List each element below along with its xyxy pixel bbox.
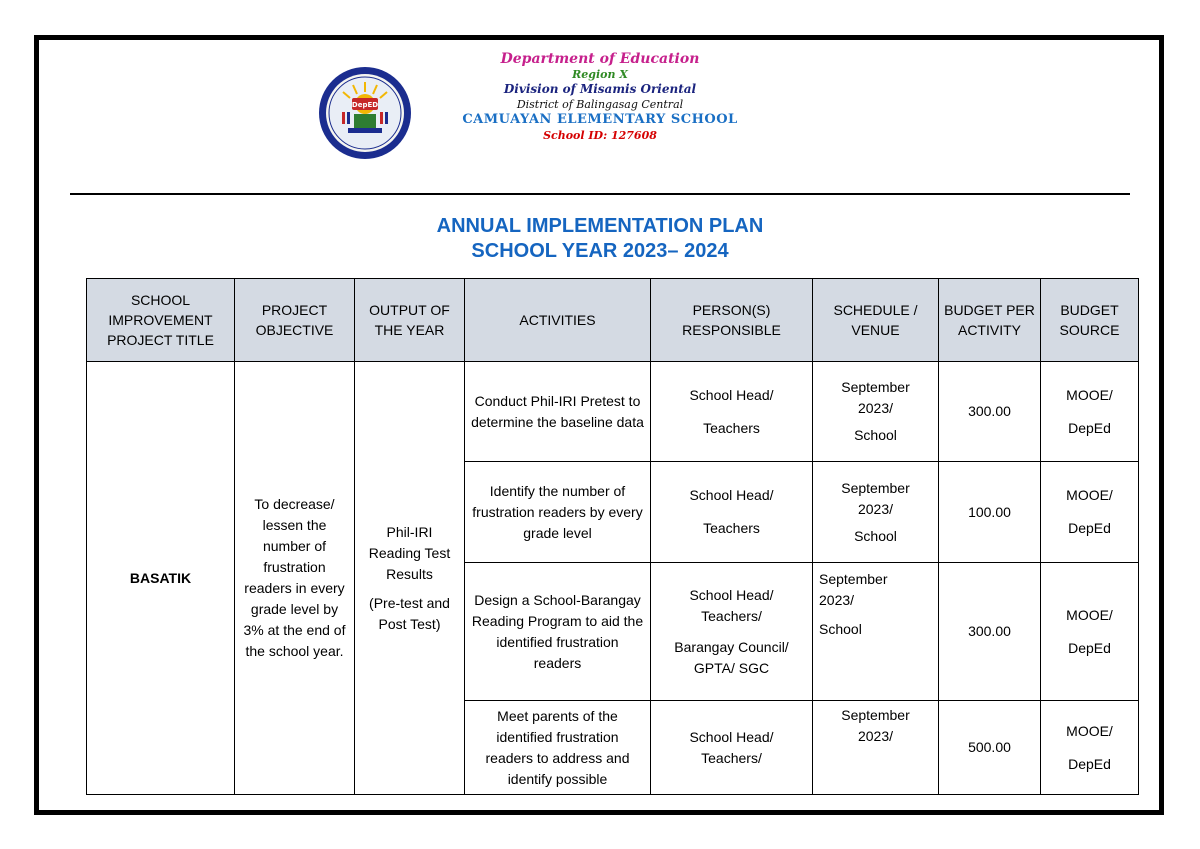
- persons-cell: [651, 362, 813, 462]
- svg-text:DepED: DepED: [351, 101, 379, 109]
- schedule-cell: [813, 701, 939, 795]
- project-title-cell: BASATIK: [87, 362, 235, 795]
- persons-cell: [651, 462, 813, 563]
- activity-cell: Identify the number of frustration readers by every grade level: [465, 462, 651, 563]
- header-activities: ACTIVITIES: [465, 279, 651, 362]
- output-subtext: (Pre-test and Post Test): [369, 594, 450, 632]
- header-budget-per-activity: BUDGET PER ACTIVITY: [939, 279, 1041, 362]
- schedule-cell: [813, 462, 939, 563]
- source-cell: [1041, 462, 1139, 563]
- header-project-title: SCHOOL IMPROVEMENT PROJECT TITLE: [87, 279, 235, 362]
- source-line: DepEd: [1068, 639, 1111, 656]
- schedule-line: 2023/: [857, 728, 894, 744]
- person-line: School Head/: [689, 728, 774, 745]
- source-cell: [1041, 563, 1139, 701]
- source-cell: [1041, 362, 1139, 462]
- output-cell: [355, 362, 465, 795]
- source-cell: [1041, 701, 1139, 795]
- budget-cell: 300.00: [939, 362, 1041, 462]
- schedule-line: School: [819, 621, 862, 637]
- title-line-1: ANNUAL IMPLEMENTATION PLAN: [436, 215, 764, 237]
- person-line: Teachers/: [701, 607, 762, 624]
- schedule-line: September: [841, 479, 910, 496]
- source-line: DepEd: [1068, 419, 1111, 436]
- person-line: School Head/: [689, 386, 774, 403]
- schedule-line: September: [841, 707, 910, 723]
- school-letterhead: [420, 50, 780, 144]
- person-line: GPTA/ SGC: [693, 659, 770, 676]
- implementation-plan-table: [86, 278, 1139, 795]
- schedule-line: 2023/: [857, 400, 894, 416]
- budget-cell: 500.00: [939, 701, 1041, 795]
- school-name: CAMUAYAN ELEMENTARY SCHOOL: [462, 112, 738, 128]
- person-line: Teachers: [703, 419, 760, 436]
- activity-cell: Design a School-Barangay Reading Program to aid the identified frustration readers: [465, 563, 651, 701]
- activity-cell: Meet parents of the identified frustration readers to address and identify possible: [465, 701, 651, 795]
- deped-seal-logo: [318, 66, 412, 160]
- source-line: DepEd: [1068, 520, 1111, 536]
- budget-cell: 100.00: [939, 462, 1041, 563]
- person-line: Teachers: [703, 520, 760, 536]
- output-text: Phil-IRI Reading Test Results: [368, 523, 451, 582]
- header-budget-source: BUDGET SOURCE: [1041, 279, 1139, 362]
- title-line-2: SCHOOL YEAR 2023– 2024: [471, 240, 729, 262]
- person-line: Teachers/: [701, 749, 762, 766]
- objective-cell: To decrease/ lessen the number of frustration readers in every grade level by 3% at the end of the school year.: [235, 362, 355, 795]
- schedule-cell: [813, 563, 939, 701]
- source-line: DepEd: [1068, 755, 1111, 772]
- table-row: [87, 362, 1139, 462]
- header-schedule: SCHEDULE / VENUE: [813, 279, 939, 362]
- budget-cell: 300.00: [939, 563, 1041, 701]
- person-line: School Head/: [689, 586, 774, 603]
- page-title: [200, 214, 1000, 264]
- region-name: Region X: [572, 68, 628, 82]
- schedule-line: School: [854, 427, 897, 443]
- persons-cell: [651, 563, 813, 701]
- schedule-cell: [813, 362, 939, 462]
- person-line: School Head/: [689, 487, 774, 503]
- header-output: OUTPUT OF THE YEAR: [355, 279, 465, 362]
- school-id: School ID: 127608: [543, 129, 657, 143]
- source-line: MOOE/: [1066, 606, 1113, 623]
- source-line: MOOE/: [1066, 386, 1113, 403]
- schedule-line: School: [854, 527, 897, 544]
- schedule-line: September: [841, 379, 910, 395]
- department-name: Department of Education: [500, 51, 700, 67]
- persons-cell: [651, 701, 813, 795]
- schedule-line: September: [819, 571, 888, 587]
- district-name: District of Balingasag Central: [516, 98, 684, 112]
- activity-cell: Conduct Phil-IRI Pretest to determine the baseline data: [465, 362, 651, 462]
- header-divider: [70, 193, 1130, 195]
- schedule-line: 2023/: [857, 500, 894, 517]
- source-line: MOOE/: [1066, 487, 1113, 503]
- header-persons: PERSON(S) RESPONSIBLE: [651, 279, 813, 362]
- schedule-line: 2023/: [819, 592, 855, 608]
- table-header-row: [87, 279, 1139, 362]
- header-objective: PROJECT OBJECTIVE: [235, 279, 355, 362]
- division-name: Division of Misamis Oriental: [503, 82, 697, 97]
- person-line: Barangay Council/: [674, 638, 789, 655]
- source-line: MOOE/: [1066, 722, 1113, 739]
